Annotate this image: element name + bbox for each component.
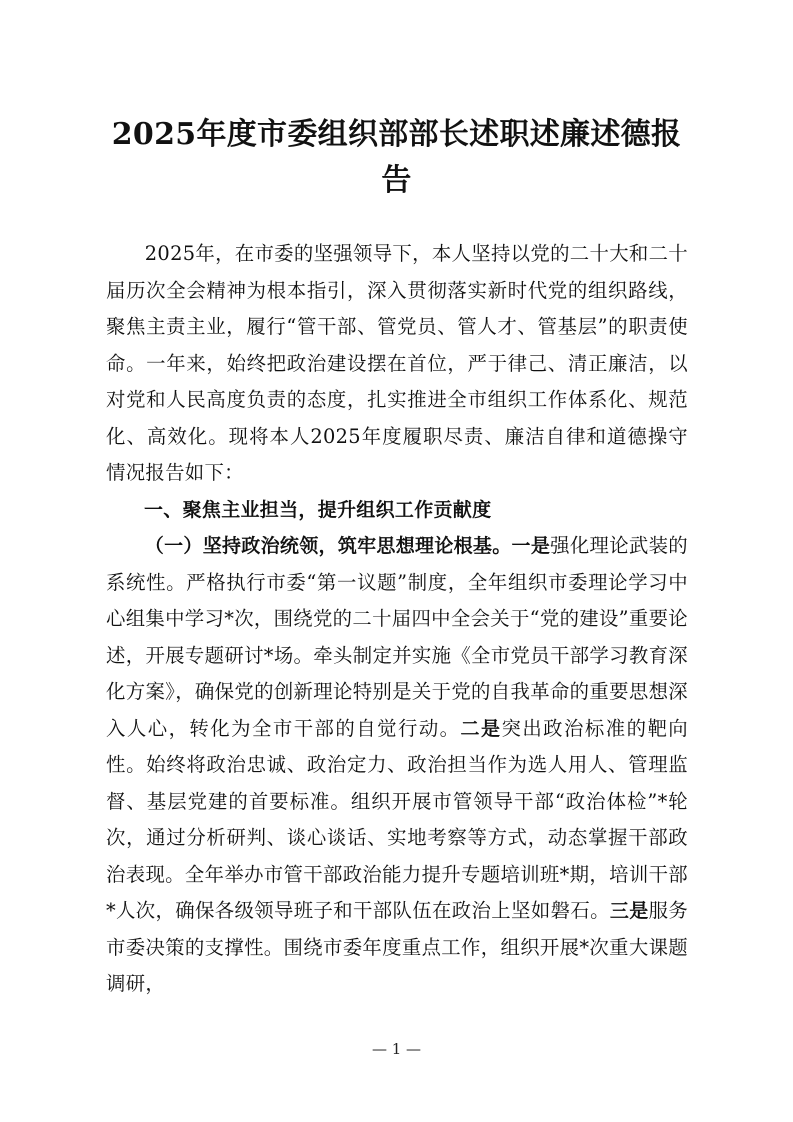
list-marker: 二是 [460,717,502,740]
intro-paragraph: 2025年，在市委的坚强领导下，本人坚持以党的二十大和二十届历次全会精神为根本指引，深入贯彻落实新时代党的组织路线，聚焦主责主业，履行“管干部、管党员、管人才、管基层”的职责使命。一年来，始终把政治建设摆在首位，严于律己、清正廉洁，以对党和人民高度负责的态度，扎实推进全市组织工作体系化、规范化、高效化。现将本人2025年度履职尽责、廉洁自律和道德操守情况报告如下： [106,242,688,484]
section-heading: 一、聚焦主业担当，提升组织工作贡献度 [144,498,492,521]
paragraph-text: 强化理论武装的系统性。严格执行市委“第一议题”制度，全年组织市委理论学习中心组集中学习*次，围绕党的二十届四中全会关于“党的建设”重要论述，开展专题研讨*场。牵头制定并实施《全市党员干部学习教育深化方案》，确保党的创新理论特别是关于党的自我革命的重要思想深入人心，转化为全市干部的自觉行动。 [106,534,688,740]
document-body [106,236,688,1003]
page-number: — 1 — [371,1040,422,1058]
list-marker: 三是 [609,900,649,922]
paragraph-text: 突出政治标准的靶向性。始终将政治忠诚、政治定力、政治担当作为选人用人、管理监督、基层党建的首要标准。组织开展市管领导干部“政治体检”*轮次，通过分析研判、谈心谈话、实地考察等方式，动态掌握干部政治表现。全年举办市管干部政治能力提升专题培训班*期，培训干部*人次，确保各级领导班子和干部队伍在政治上坚如磐石。 [106,716,688,922]
document-title: 2025年度市委组织部部长述职述廉述德报告 [111,117,682,198]
paragraph [106,528,688,1003]
list-marker: 一是 [511,535,551,557]
paragraph-text: 服务市委决策的支撑性。围绕市委年度重点工作，组织开展*次重大课题调研， [106,899,689,995]
subsection-heading: （一）坚持政治统领，筑牢思想理论根基。 [144,535,512,557]
